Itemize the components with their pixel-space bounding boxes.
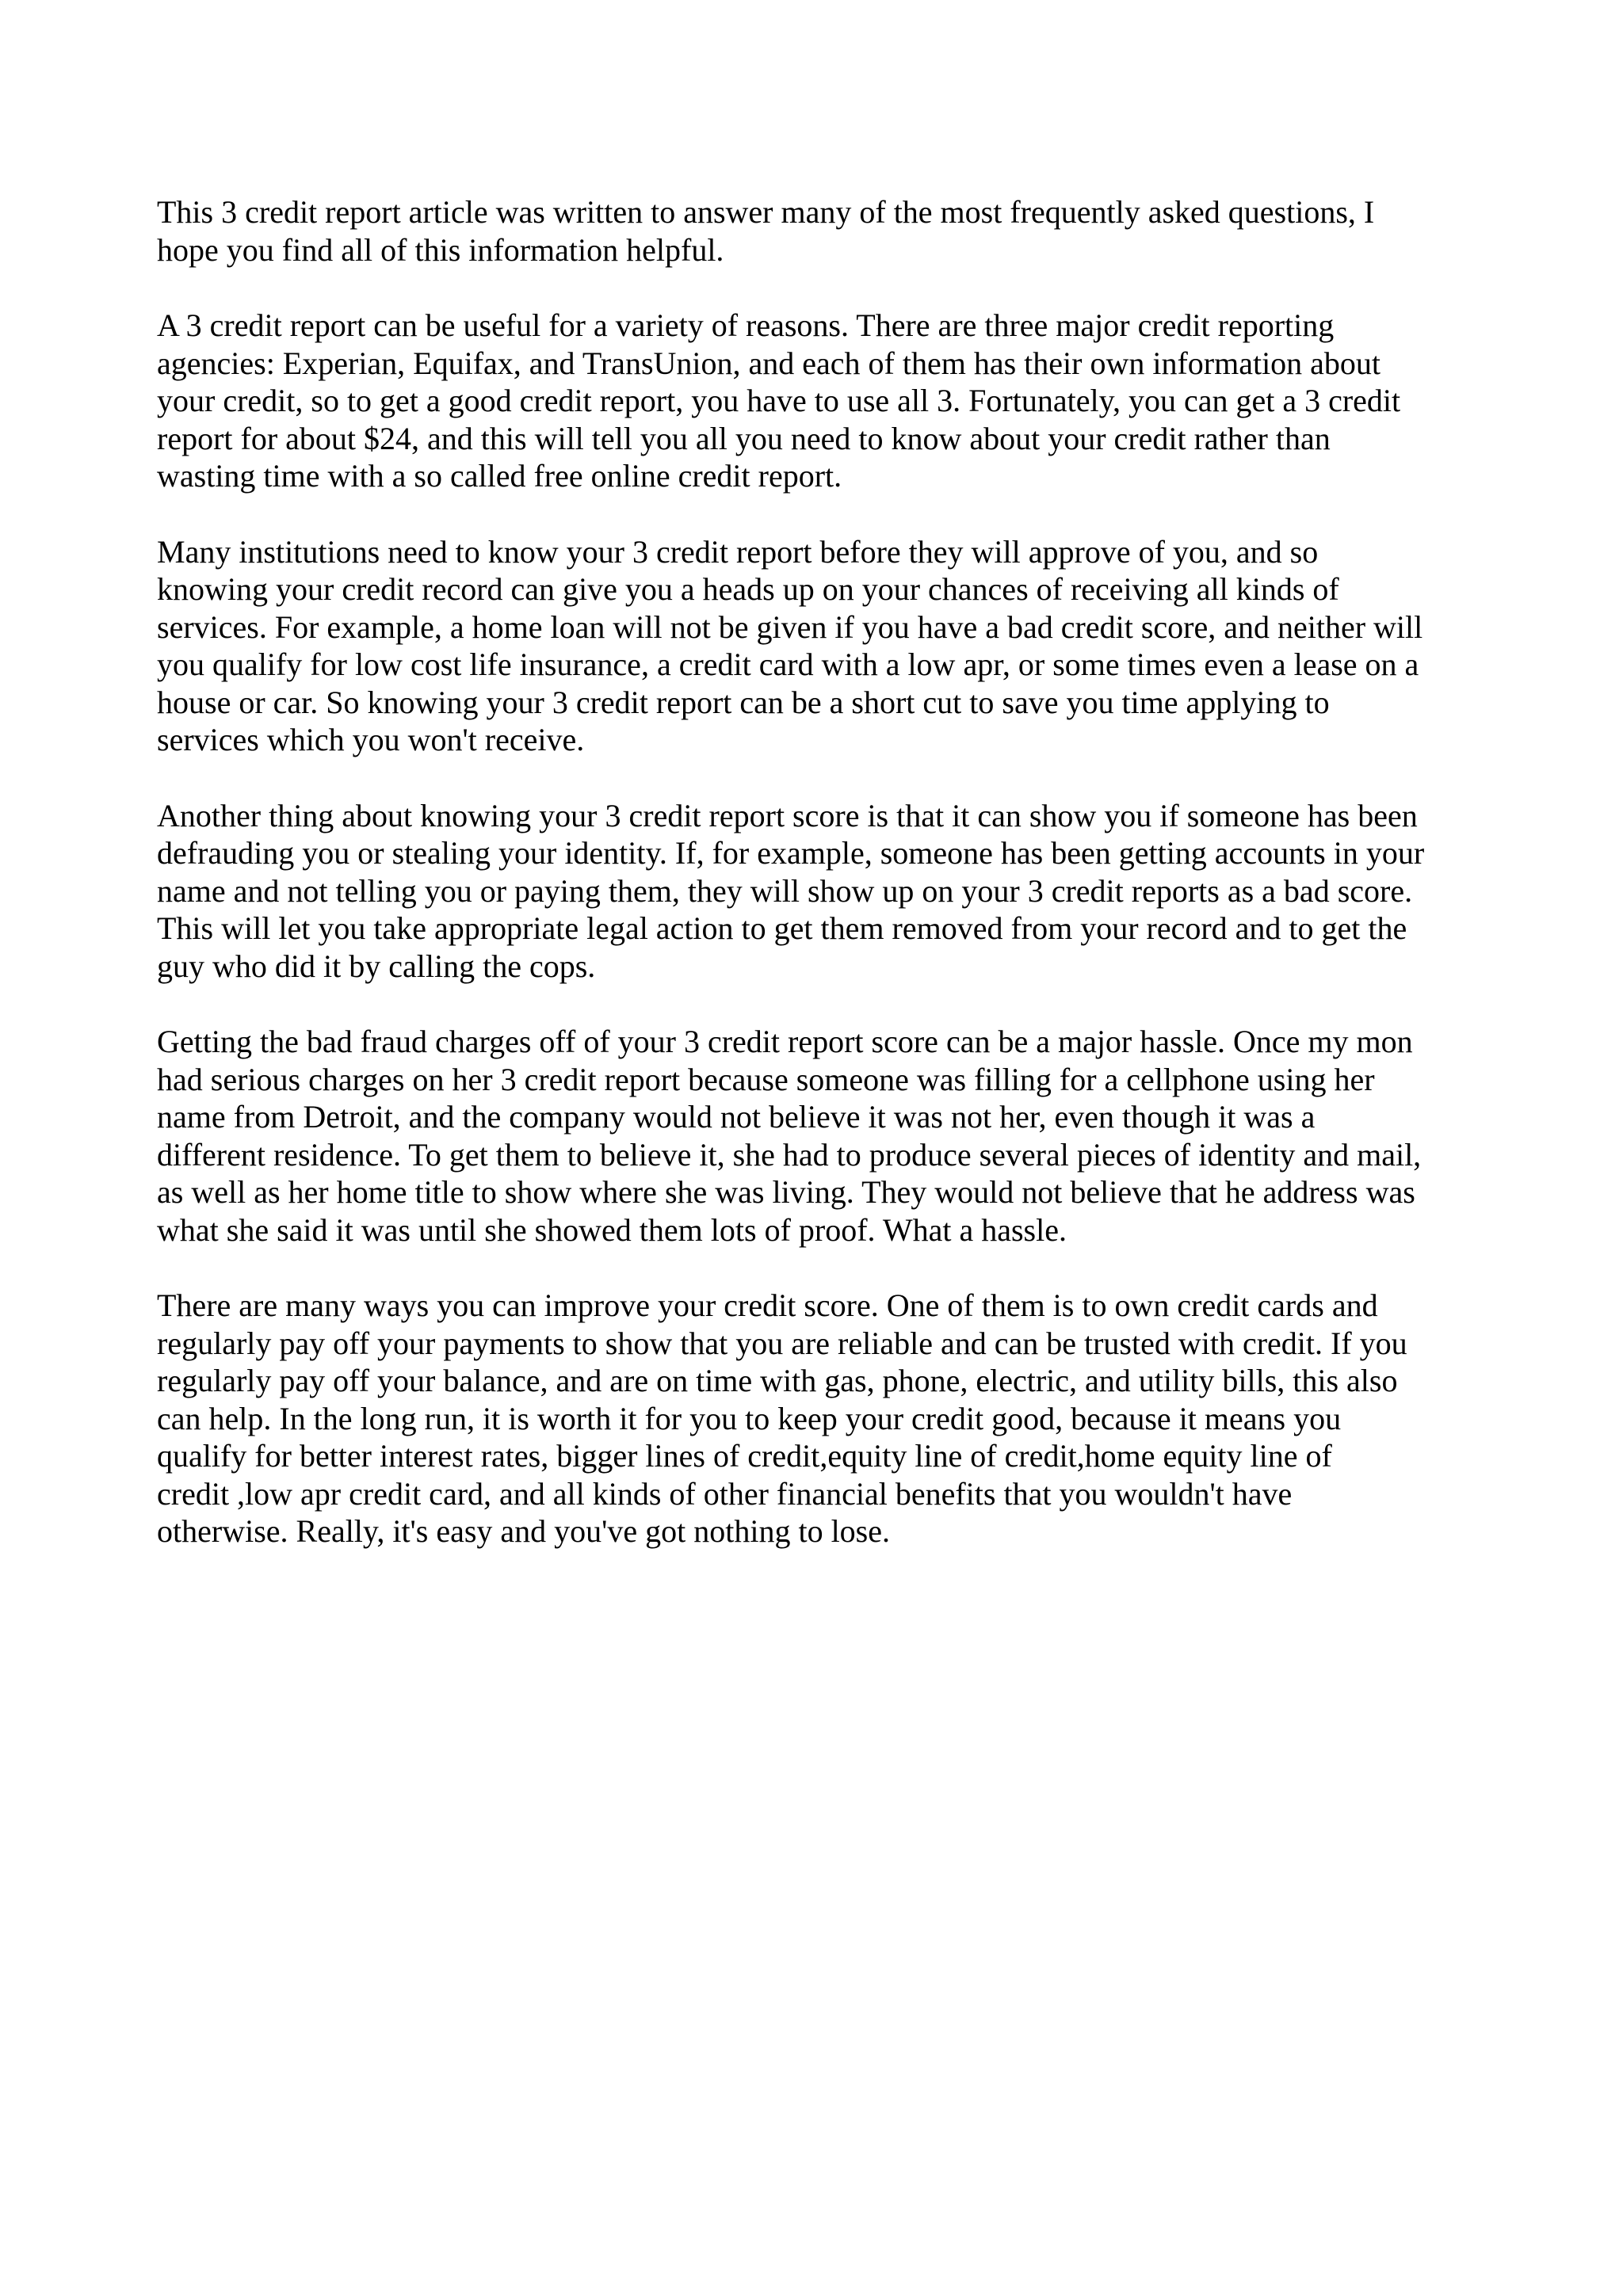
paragraph-intro: This 3 credit report article was written to answer many of the most frequently asked questions, I hope you find all of this information helpful.: [157, 194, 1375, 268]
article-body: [157, 193, 1488, 1589]
paragraph-institutions: Many institutions need to know your 3 credit report before they will approve of you, and so knowing your credit record can give you a heads up on your chances of receiving all kinds of services. For example, a home loan will not be given if you have a bad credit score, and neither will you qualify for low cost life insurance, a credit card with a low apr, or some times even a lease on a house or car. So knowing your 3 credit report can be a short cut to save you time applying to services which you won't receive.: [157, 533, 1423, 757]
paragraph-improve-score: There are many ways you can improve your credit score. One of them is to own credit cards and regularly pay off your payments to show that you are reliable and can be trusted with credit. If you regularly pay off your balance, and are on time with gas, phone, electric, and utility bills, this also can help. In the long run, it is worth it for you to keep your credit good, because it means you qualify for better interest rates, bigger lines of credit,equity line of credit,home equity line of credit ,low apr credit card, and all kinds of other financial benefits that you wouldn't have otherwise. Really, it's easy and you've got nothing to lose.: [157, 1287, 1407, 1549]
paragraph-fraud-charges: Getting the bad fraud charges off of your 3 credit report score can be a major hassle. Once my mon had serious charges on her 3 credit report because someone was filling for a cellphone using her name from Detroit, and the company would not believe it was not her, even though it was a different residence. To get them to believe it, she had to produce several pieces of identity and mail, as well as her home title to show where she was living. They would not believe that he address was what she said it was until she showed them lots of proof. What a hassle.: [157, 1024, 1422, 1248]
paragraph-credit-agencies: A 3 credit report can be useful for a variety of reasons. There are three major credit reporting agencies: Experian, Equifax, and TransUnion, and each of them has their own information about your credit, so to get a good credit report, you have to use all 3. Fortunately, you can get a 3 credit report for about $24, and this will tell you all you need to know about your credit rather than wasting time with a so called free online credit report.: [157, 307, 1401, 494]
paragraph-identity-theft: Another thing about knowing your 3 credit report score is that it can show you if someone has been defrauding you or stealing your identity. If, for example, someone has been getting accounts in your name and not telling you or paying them, they will show up on your 3 credit reports as a bad score. This will let you take appropriate legal action to get them removed from your record and to get the guy who did it by calling the cops.: [157, 797, 1425, 984]
